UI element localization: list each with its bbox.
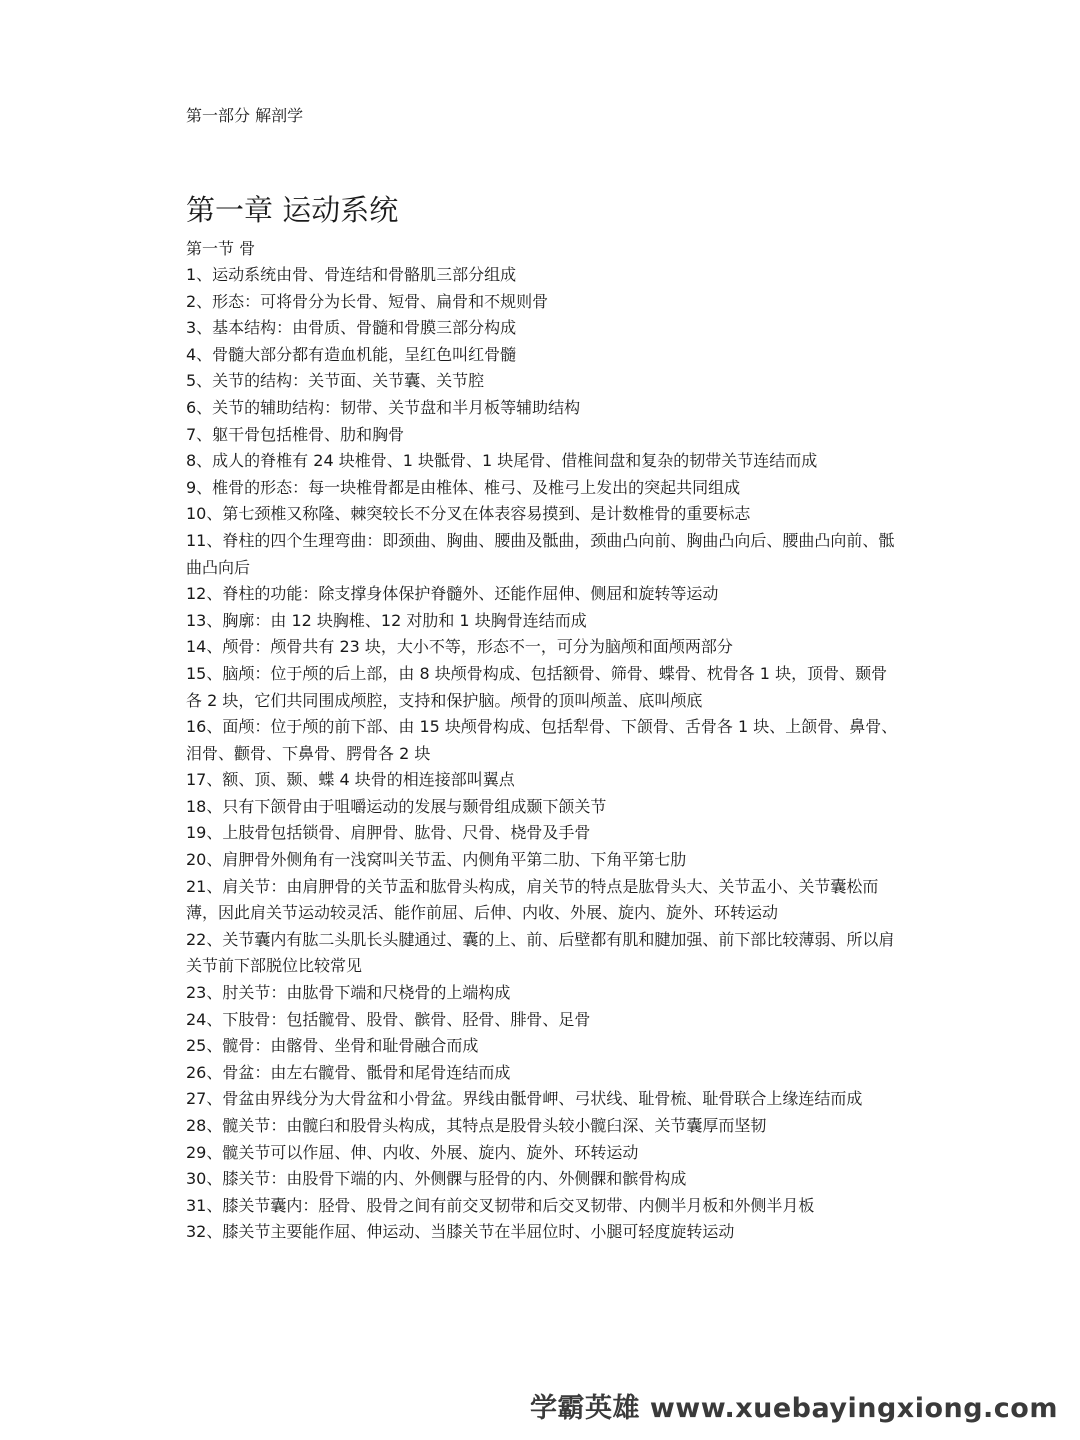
list-item: 16、面颅：位于颅的前下部、由 15 块颅骨构成、包括犁骨、下颌骨、舌骨各 1 块、上颌骨、鼻骨、泪骨、颧骨、下鼻骨、腭骨各 2 块 bbox=[186, 717, 898, 763]
list-item: 1、运动系统由骨、骨连结和骨骼肌三部分组成 bbox=[186, 265, 517, 284]
list-item: 25、髋骨：由髂骨、坐骨和耻骨融合而成 bbox=[186, 1036, 479, 1056]
list-item: 6、关节的辅助结构：韧带、关节盘和半月板等辅助结构 bbox=[186, 397, 581, 417]
section-title: 第一节 骨 bbox=[186, 239, 256, 258]
list-item: 22、关节囊内有肱二头肌长头腱通过、囊的上、前、后壁都有肌和腱加强、前下部比较薄弱、所以肩关节前下部脱位比较常见 bbox=[186, 929, 895, 976]
list-item: 2、形态：可将骨分为长骨、短骨、扁骨和不规则骨 bbox=[186, 291, 549, 311]
watermark: 学霸英雄 www.xuebayingxiong.com bbox=[529, 1393, 1058, 1424]
item-list bbox=[186, 262, 898, 1246]
list-item: 30、膝关节：由股骨下端的内、外侧髁与胫骨的内、外侧髁和髌骨构成 bbox=[186, 1169, 687, 1189]
list-item: 3、基本结构：由骨质、骨髓和骨膜三部分构成 bbox=[186, 318, 517, 338]
list-item: 26、骨盆：由左右髋骨、骶骨和尾骨连结而成 bbox=[186, 1062, 511, 1082]
list-item: 17、额、顶、颞、蝶 4 块骨的相连接部叫翼点 bbox=[186, 770, 515, 790]
list-item: 10、第七颈椎又称隆、棘突较长不分叉在体表容易摸到、是计数椎骨的重要标志 bbox=[186, 504, 751, 524]
chapter-title: 第一章 运动系统 bbox=[186, 193, 399, 227]
list-item: 12、脊柱的功能：除支撑身体保护脊髓外、还能作屈伸、侧屈和旋转等运动 bbox=[186, 584, 719, 604]
list-item: 24、下肢骨：包括髋骨、股骨、髌骨、胫骨、腓骨、足骨 bbox=[186, 1009, 591, 1029]
list-item: 5、关节的结构：关节面、关节囊、关节腔 bbox=[186, 371, 485, 391]
list-item: 21、肩关节：由肩胛骨的关节盂和肱骨头构成，肩关节的特点是肱骨头大、关节盂小、关节囊松而薄，因此肩关节运动较灵活、能作前屈、后伸、内收、外展、旋内、旋外、环转运动 bbox=[186, 876, 879, 923]
list-item: 14、颅骨：颅骨共有 23 块，大小不等，形态不一，可分为脑颅和面颅两部分 bbox=[186, 637, 733, 657]
list-item: 23、肘关节：由肱骨下端和尺桡骨的上端构成 bbox=[186, 983, 511, 1003]
list-item: 9、椎骨的形态：每一块椎骨都是由椎体、椎弓、及椎弓上发出的突起共同组成 bbox=[186, 477, 741, 497]
list-item: 28、髋关节：由髋臼和股骨头构成，其特点是股骨头较小髋臼深、关节囊厚而坚韧 bbox=[186, 1116, 767, 1135]
list-item: 20、肩胛骨外侧角有一浅窝叫关节盂、内侧角平第二肋、下角平第七肋 bbox=[186, 850, 687, 870]
list-item: 31、膝关节囊内：胫骨、股骨之间有前交叉韧带和后交叉韧带、内侧半月板和外侧半月板 bbox=[186, 1195, 815, 1215]
list-item: 11、脊柱的四个生理弯曲：即颈曲、胸曲、腰曲及骶曲，颈曲凸向前、胸曲凸向后、腰曲凸向前、骶曲凸向后 bbox=[186, 530, 895, 577]
part-title: 第一部分 解剖学 bbox=[186, 106, 304, 125]
list-item: 7、躯干骨包括椎骨、肋和胸骨 bbox=[186, 424, 405, 444]
list-item: 13、胸廓：由 12 块胸椎、12 对肋和 1 块胸骨连结而成 bbox=[186, 610, 587, 630]
list-item: 8、成人的脊椎有 24 块椎骨、1 块骶骨、1 块尾骨、借椎间盘和复杂的韧带关节连结而成 bbox=[186, 451, 818, 471]
list-item: 15、脑颅：位于颅的后上部，由 8 块颅骨构成、包括额骨、筛骨、蝶骨、枕骨各 1 块，顶骨、颞骨各 2 块，它们共同围成颅腔，支持和保护脑。颅骨的顶叫颅盖、底叫颅底 bbox=[186, 663, 888, 710]
list-item: 4、骨髓大部分都有造血机能，呈红色叫红骨髓 bbox=[186, 344, 517, 364]
list-item: 29、髋关节可以作屈、伸、内收、外展、旋内、旋外、环转运动 bbox=[186, 1142, 639, 1162]
list-item: 19、上肢骨包括锁骨、肩胛骨、肱骨、尺骨、桡骨及手骨 bbox=[186, 823, 591, 843]
list-item: 18、只有下颌骨由于咀嚼运动的发展与颞骨组成颞下颌关节 bbox=[186, 796, 607, 816]
list-item: 32、膝关节主要能作屈、伸运动、当膝关节在半屈位时、小腿可轻度旋转运动 bbox=[186, 1222, 735, 1242]
list-item: 27、骨盆由界线分为大骨盆和小骨盆。界线由骶骨岬、弓状线、耻骨梳、耻骨联合上缘连结而成 bbox=[186, 1089, 863, 1109]
